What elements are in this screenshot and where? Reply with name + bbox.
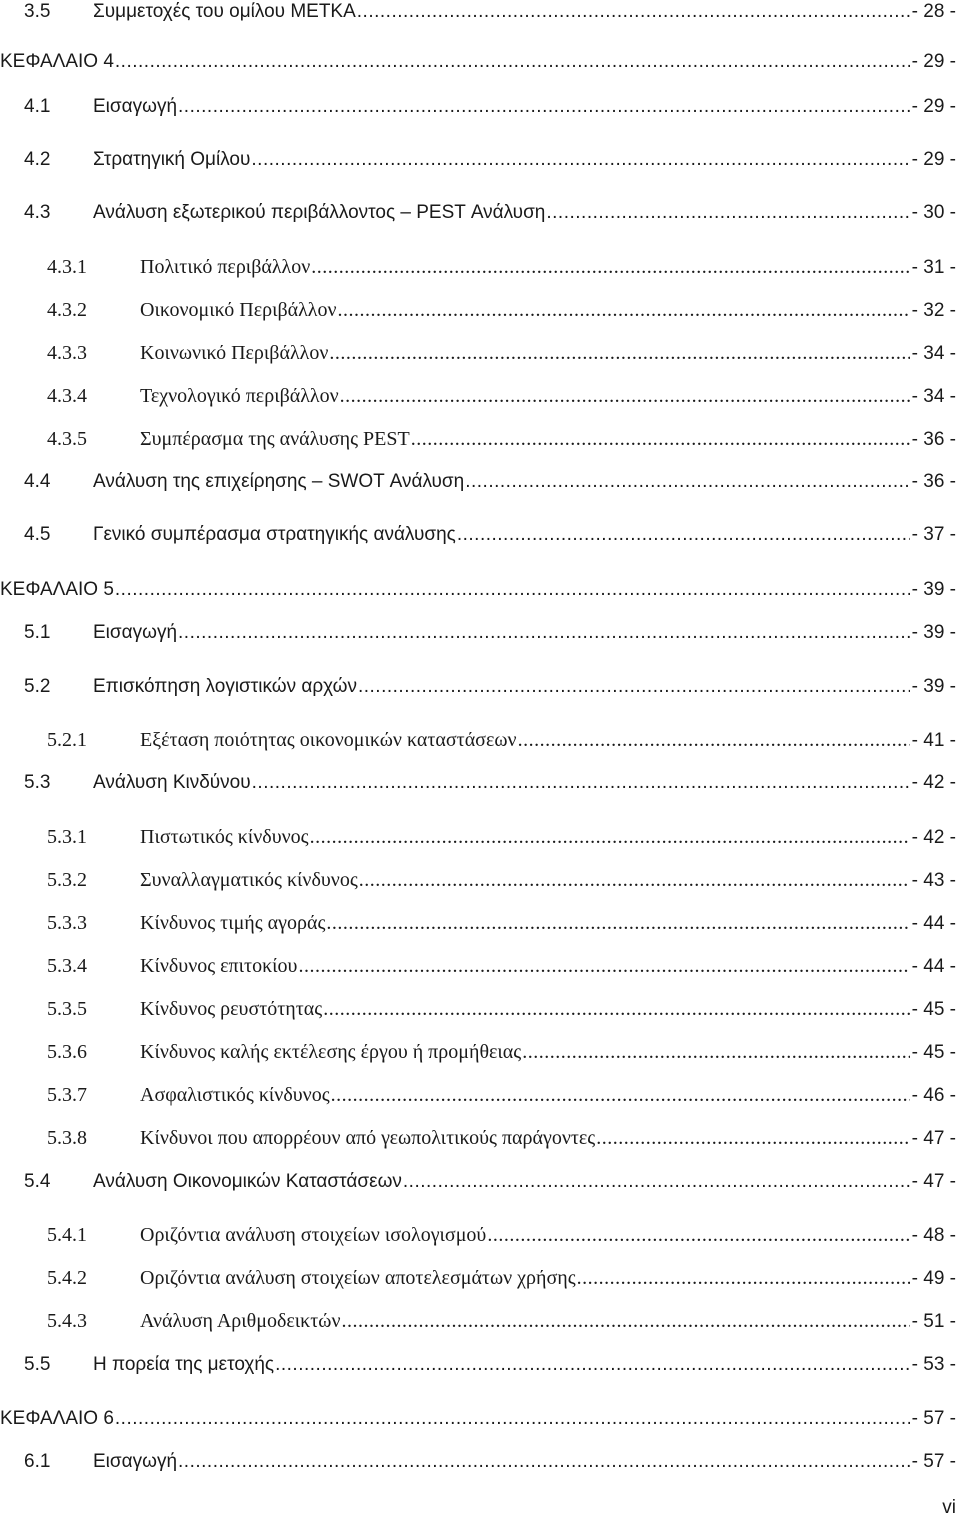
toc-entry-title: Ανάλυση της επιχείρησης – SWOT Ανάλυση [93,471,465,492]
toc-entry-title: Ασφαλιστικός κίνδυνος [140,1084,330,1106]
toc-entry-page: - 29 - [911,149,956,170]
toc-entry-title: Κίνδυνος επιτοκίου [140,955,298,977]
toc-leader-dots [178,618,910,648]
toc-entry-number: 5.3.2 [47,869,87,891]
toc-entry[interactable] [24,198,956,228]
toc-entry-title: Οικονομικό Περιβάλλον [140,299,337,321]
toc-leader-dots [310,822,910,852]
toc-entry-title: Πιστωτικός κίνδυνος [140,826,309,848]
toc-entry-page: - 34 - [911,343,956,364]
toc-entry-title: Εισαγωγή [93,1451,178,1472]
toc-subentry[interactable] [47,338,956,368]
toc-entry[interactable] [24,672,956,702]
toc-subentry[interactable] [47,1306,956,1336]
toc-entry-title: Ανάλυση Οικονομικών Καταστάσεων [93,1171,402,1192]
toc-leader-dots [359,865,910,895]
toc-entry-title: Επισκόπηση λογιστικών αρχών [93,676,357,697]
toc-entry-number: 6.1 [24,1451,51,1472]
toc-entry[interactable] [24,768,956,798]
toc-entry-title: Ανάλυση Αριθμοδεικτών [140,1310,341,1332]
toc-entry-page: - 36 - [911,471,956,492]
toc-leader-dots [357,0,910,27]
toc-leader-dots [252,768,910,798]
toc-entry-title: Πολιτικό περιβάλλον [140,256,311,278]
toc-entry-number: 4.3.4 [47,385,87,407]
toc-entry-number: 5.3.1 [47,826,87,848]
toc-leader-dots [298,951,909,981]
toc-entry-page: - 39 - [911,579,956,600]
toc-entry-page: - 31 - [911,257,956,278]
toc-entry-number: 4.3.1 [47,256,87,278]
toc-subentry[interactable] [47,725,956,755]
toc-entry-title: Κίνδυνος τιμής αγοράς [140,912,326,934]
toc-leader-dots [115,575,910,605]
toc-entry-title: ΚΕΦΑΛΑΙΟ 6 [0,1408,114,1429]
toc-chapter[interactable] [0,47,956,77]
toc-entry-page: - 57 - [911,1451,956,1472]
toc-subentry[interactable] [47,1037,956,1067]
toc-leader-dots [251,145,909,175]
toc-leader-dots [577,1263,910,1293]
toc-subentry[interactable] [47,295,956,325]
toc-leader-dots [338,295,910,325]
toc-entry-page: - 43 - [911,870,956,891]
toc-subentry[interactable] [47,865,956,895]
toc-leader-dots [403,1167,910,1197]
toc-entry-title: Γενικό συμπέρασμα στρατηγικής ανάλυσης [93,524,456,545]
toc-entry-title: Κίνδυνος καλής εκτέλεσης έργου ή προμήθειας [140,1041,522,1063]
toc-subentry[interactable] [47,252,956,282]
page-number: vi [942,1497,956,1518]
toc-entry-number: 4.5 [24,524,51,545]
toc-entry-page: - 32 - [911,300,956,321]
toc-entry-title: Η πορεία της μετοχής [93,1354,275,1375]
toc-entry-number: 5.3.4 [47,955,87,977]
toc-entry-title: Τεχνολογικό περιβάλλον [140,385,339,407]
toc-entry-number: 4.1 [24,96,51,117]
toc-entry-number: 5.4.2 [47,1267,87,1289]
toc-entry-number: 4.3 [24,202,51,223]
toc-subentry[interactable] [47,908,956,938]
toc-entry-title: Εξέταση ποιότητας οικονομικών καταστάσεων [140,729,517,751]
toc-leader-dots [326,908,909,938]
toc-leader-dots [342,1306,910,1336]
toc-entry-number: 4.4 [24,471,51,492]
toc-entry-page: - 29 - [911,96,956,117]
toc-entry-page: - 34 - [911,386,956,407]
toc-leader-dots [546,198,909,228]
toc-entry-page: - 44 - [911,913,956,934]
toc-leader-dots [178,1447,910,1477]
toc-entry[interactable] [24,145,956,175]
toc-subentry[interactable] [47,424,956,454]
toc-entry-number: 4.3.5 [47,428,87,450]
toc-leader-dots [358,672,910,702]
toc-entry-number: 4.3.2 [47,299,87,321]
toc-chapter[interactable] [0,575,956,605]
toc-entry-number: 5.3.7 [47,1084,87,1106]
toc-entry-page: - 41 - [911,730,956,751]
toc-leader-dots [411,424,910,454]
toc-entry-page: - 53 - [911,1354,956,1375]
toc-entry-number: 4.2 [24,149,51,170]
toc-leader-dots [311,252,909,282]
toc-subentry[interactable] [47,822,956,852]
toc-leader-dots [329,338,909,368]
toc-entry[interactable] [24,1447,956,1477]
toc-entry-number: 5.1 [24,622,51,643]
toc-entry-number: 5.2 [24,676,51,697]
toc-leader-dots [323,994,909,1024]
toc-leader-dots [178,92,910,122]
toc-entry[interactable] [24,92,956,122]
toc-entry-page: - 37 - [911,524,956,545]
toc-entry-title: Οριζόντια ανάλυση στοιχείων αποτελεσμάτων χρήσης [140,1267,576,1289]
toc-leader-dots [518,725,910,755]
toc-entry-page: - 42 - [911,772,956,793]
toc-entry-page: - 42 - [911,827,956,848]
toc-entry-title: Κίνδυνοι που απορρέουν από γεωπολιτικούς παράγοντες [140,1127,596,1149]
toc-entry-number: 5.2.1 [47,729,87,751]
toc-subentry[interactable] [47,381,956,411]
toc-entry-page: - 29 - [911,51,956,72]
toc-entry-title: Συμπέρασμα της ανάλυσης PEST [140,428,410,450]
toc-entry-title: Κοινωνικό Περιβάλλον [140,342,329,364]
toc-entry-title: Ανάλυση εξωτερικού περιβάλλοντος – PEST Ανάλυση [93,202,546,223]
toc-entry-number: 5.5 [24,1354,51,1375]
toc-leader-dots [340,381,910,411]
toc-entry-title: Κίνδυνος ρευστότητας [140,998,323,1020]
toc-entry-title: Εισαγωγή [93,96,178,117]
toc-entry-title: Συμμετοχές του ομίλου ΜΕΤΚΑ [93,1,356,22]
toc-entry-page: - 45 - [911,999,956,1020]
toc-entry-page: - 47 - [911,1171,956,1192]
toc-entry-number: 5.4 [24,1171,51,1192]
toc-subentry[interactable] [47,1123,956,1153]
toc-subentry[interactable] [47,1263,956,1293]
toc-entry[interactable] [24,520,956,550]
toc-entry-page: - 30 - [911,202,956,223]
toc-entry-number: 5.3.8 [47,1127,87,1149]
toc-entry-title: Στρατηγική Ομίλου [93,149,251,170]
toc-entry-number: 5.3 [24,772,51,793]
toc-entry-page: - 57 - [911,1408,956,1429]
toc-entry[interactable] [24,0,956,27]
toc-chapter[interactable] [0,1404,956,1434]
toc-entry-page: - 44 - [911,956,956,977]
toc-entry-page: - 51 - [911,1311,956,1332]
toc-leader-dots [465,467,909,497]
toc-entry-page: - 46 - [911,1085,956,1106]
toc-entry-number: 5.3.6 [47,1041,87,1063]
toc-entry-number: 5.4.3 [47,1310,87,1332]
toc-entry-title: Οριζόντια ανάλυση στοιχείων ισολογισμού [140,1224,487,1246]
toc-subentry[interactable] [47,1080,956,1110]
toc-entry-title: Ανάλυση Κινδύνου [93,772,251,793]
toc-entry-page: - 39 - [911,622,956,643]
toc-leader-dots [457,520,910,550]
toc-entry-number: 3.5 [24,1,51,22]
toc-entry-page: - 48 - [911,1225,956,1246]
toc-entry-title: ΚΕΦΑΛΑΙΟ 4 [0,51,114,72]
toc-entry-number: 4.3.3 [47,342,87,364]
toc-entry[interactable] [24,467,956,497]
toc-entry-page: - 45 - [911,1042,956,1063]
toc-entry-number: 5.4.1 [47,1224,87,1246]
toc-entry-page: - 47 - [911,1128,956,1149]
toc-entry-page: - 39 - [911,676,956,697]
toc-leader-dots [522,1037,909,1067]
toc-entry[interactable] [24,618,956,648]
toc-leader-dots [115,1404,910,1434]
toc-entry-page: - 36 - [911,429,956,450]
toc-subentry[interactable] [47,1220,956,1250]
toc-entry[interactable] [24,1350,956,1380]
toc-entry-title: Συναλλαγματικός κίνδυνος [140,869,358,891]
toc-leader-dots [275,1350,910,1380]
toc-entry-number: 5.3.5 [47,998,87,1020]
toc-leader-dots [331,1080,910,1110]
toc-entry[interactable] [24,1167,956,1197]
toc-entry-page: - 49 - [911,1268,956,1289]
toc-entry-title: ΚΕΦΑΛΑΙΟ 5 [0,579,114,600]
toc-leader-dots [596,1123,909,1153]
toc-leader-dots [487,1220,909,1250]
toc-entry-title: Εισαγωγή [93,622,178,643]
toc-entry-page: - 28 - [911,1,956,22]
toc-leader-dots [115,47,910,77]
toc-subentry[interactable] [47,951,956,981]
toc-subentry[interactable] [47,994,956,1024]
toc-entry-number: 5.3.3 [47,912,87,934]
